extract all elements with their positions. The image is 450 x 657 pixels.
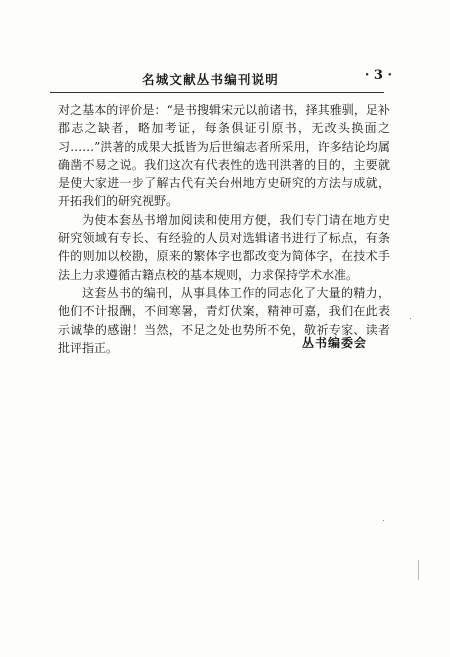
- scan-speck: [410, 318, 411, 319]
- paragraph-2: 为使本套丛书增加阅读和使用方便，我们专门请在地方史研究领域有专长、有经验的人员对选辑诸书进行了标点，有条件的则加以校勘，原来的繁体字也都改变为简体字，在技术手法上力求遵循古籍点校的基本规则，力求保持学术水准。: [58, 212, 390, 282]
- paragraph-3: 这套丛书的编刊，从事具体工作的同志化了大量的精力，他们不计报酬，不间寒暑，青灯伏案，精神可嘉，我们在此表示诚挚的感谢！当然，不足之处也势所不免，敬祈专家、读者批评指正。: [58, 285, 390, 355]
- paragraph-1: 对之基本的评价是：“是书搜辑宋元以前诸书，择其雅驯，足补郡志之缺者，略加考证，每条俱证引原书，无改头换面之习……”洪著的成果大抵皆为后世编志者所采用，许多结论均属确凿不易之说。我们这次有代表性的选刊洪著的目的，主要就是使大家进一步了解古代有关台州地方史研究的方法与成就，开拓我们的研究视野。: [58, 103, 390, 209]
- running-header: [92, 70, 392, 92]
- signature: 丛书编委会: [302, 336, 368, 350]
- scan-artifact-line: [418, 560, 419, 580]
- header-divider: [50, 92, 384, 93]
- header-title: 名城文献丛书编刊说明: [142, 72, 280, 87]
- scan-speck: [383, 520, 384, 521]
- page-number: · 3 ·: [364, 68, 392, 83]
- body-text: [58, 101, 390, 357]
